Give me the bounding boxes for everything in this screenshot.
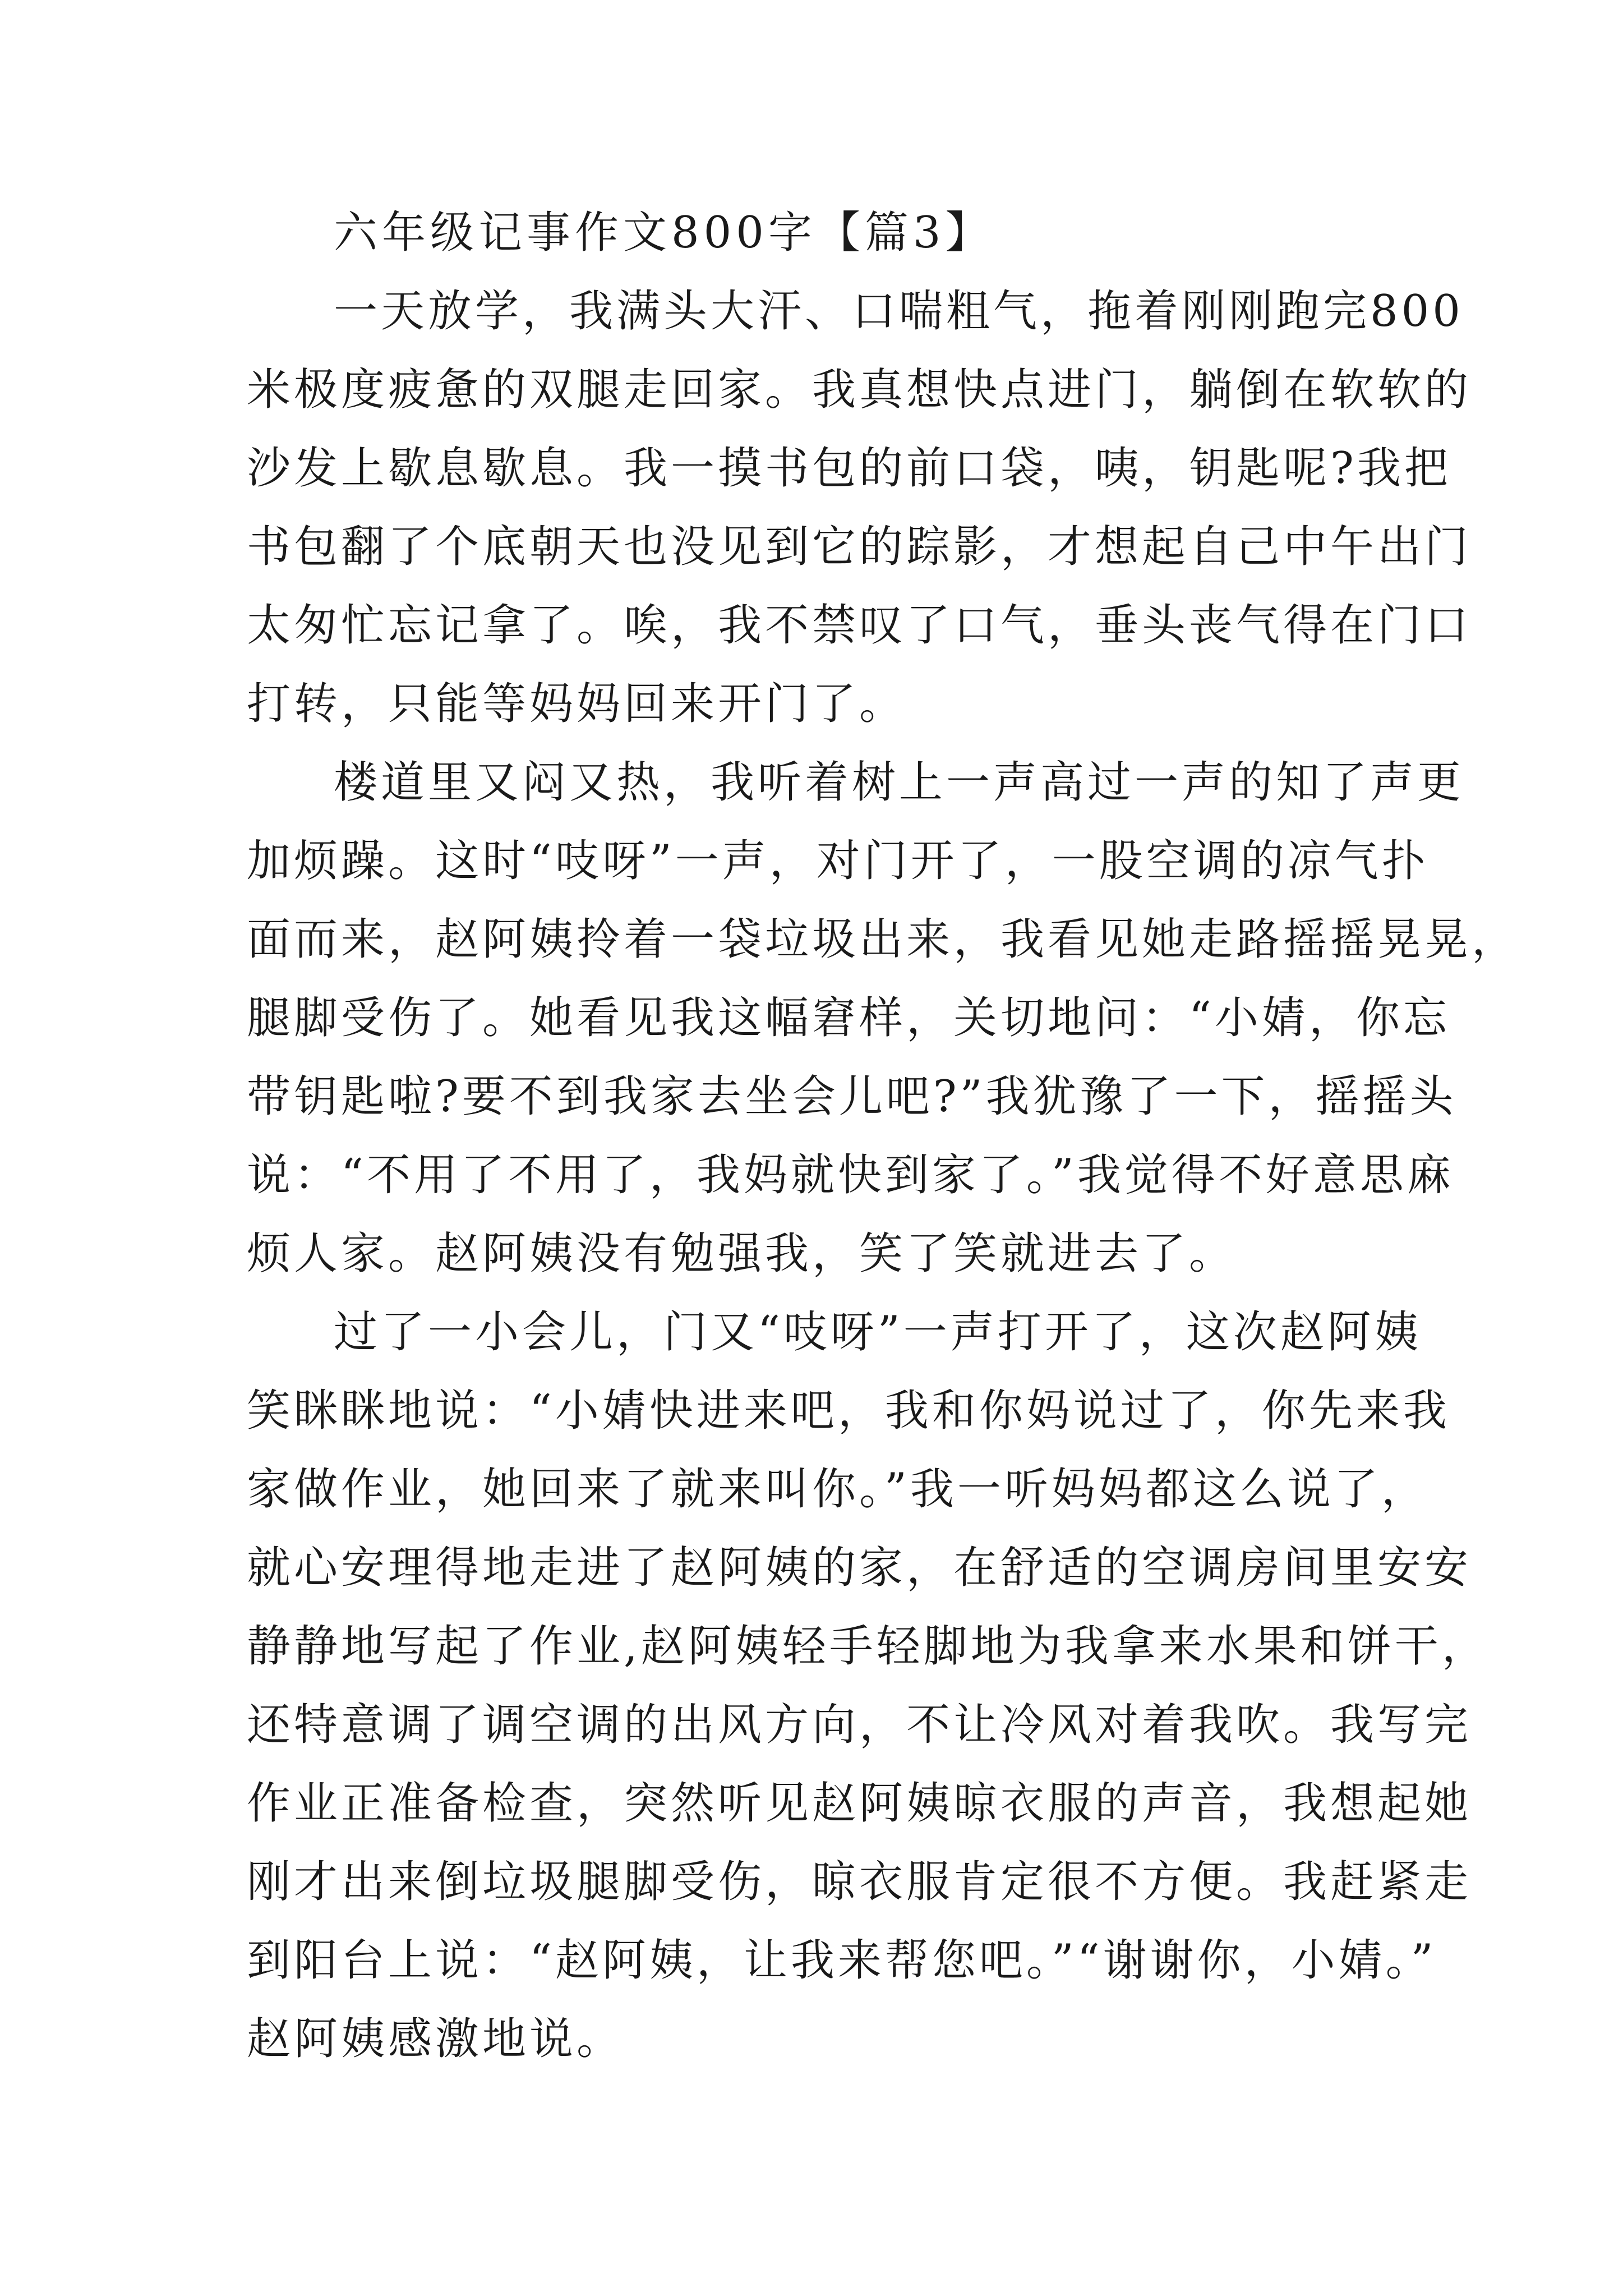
text-line: 加烦躁。这时“吱呀”一声，对门开了，一股空调的凉气扑: [247, 836, 1429, 886]
text-line: 静静地写起了作业,赵阿姨轻手轻脚地为我拿来水果和饼干，: [247, 1621, 1489, 1672]
text-line: 米极度疲惫的双腿走回家。我真想快点进门，躺倒在软软的: [247, 365, 1472, 415]
text-line: 书包翻了个底朝天也没见到它的踪影，才想起自己中午出门: [247, 522, 1472, 572]
text-line: 腿脚受伤了。她看见我这幅窘样，关切地问：“小婧，你忘: [247, 993, 1450, 1043]
paragraph-3: [247, 1293, 1489, 2078]
text-line: 作业正准备检查，突然听见赵阿姨晾衣服的声音，我想起她: [247, 1778, 1472, 1829]
text-line: 面而来，赵阿姨拎着一袋垃圾出来，我看见她走路摇摇晃晃，: [247, 914, 1519, 965]
text-line: 到阳台上说：“赵阿姨，让我来帮您吧。”“谢谢你，小婧。”: [247, 1935, 1437, 1986]
text-line: 一天放学，我满头大汗、口喘粗气，拖着刚刚跑完800: [334, 286, 1464, 337]
document-title: 六年级记事作文800字【篇3】: [334, 208, 994, 258]
text-line: 家做作业，她回来了就来叫你。”我一听妈妈都这么说了，: [247, 1464, 1428, 1515]
text-line: 楼道里又闷又热，我听着树上一声高过一声的知了声更: [334, 757, 1465, 808]
paragraph-1: [247, 272, 1472, 743]
text-line: 打转，只能等妈妈回来开门了。: [247, 679, 907, 729]
text-line: 烦人家。赵阿姨没有勉强我，笑了笑就进去了。: [247, 1228, 1237, 1279]
text-line: 带钥匙啦?要不到我家去坐会儿吧?”我犹豫了一下，摇摇头: [247, 1071, 1457, 1122]
document-body: [247, 194, 1519, 2078]
text-line: 过了一小会儿，门又“吱呀”一声打开了，这次赵阿姨: [334, 1307, 1422, 1358]
text-line: 沙发上歇息歇息。我一摸书包的前口袋，咦，钥匙呢?我把: [247, 443, 1451, 494]
text-line: 就心安理得地走进了赵阿姨的家，在舒适的空调房间里安安: [247, 1543, 1472, 1593]
paragraph-2: [247, 743, 1519, 1293]
text-line: 还特意调了调空调的出风方向，不让冷风对着我吹。我写完: [247, 1700, 1472, 1750]
text-line: 说：“不用了不用了，我妈就快到家了。”我觉得不好意思麻: [247, 1150, 1454, 1200]
text-line: 太匆忙忘记拿了。唉，我不禁叹了口气，垂头丧气得在门口: [247, 600, 1472, 651]
text-line: 刚才出来倒垃圾腿脚受伤，晾衣服肯定很不方便。我赶紧走: [247, 1857, 1472, 1907]
text-line: 赵阿姨感激地说。: [247, 2014, 624, 2064]
text-line: 笑眯眯地说：“小婧快进来吧，我和你妈说过了，你先来我: [247, 1386, 1450, 1436]
